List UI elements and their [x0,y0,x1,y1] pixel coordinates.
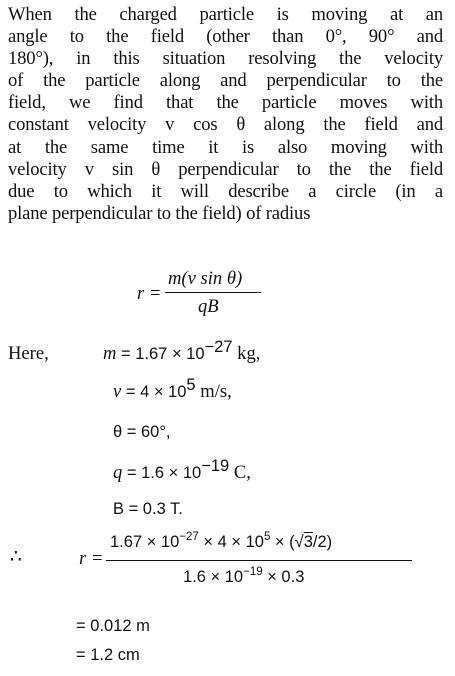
explanation-paragraph [8,4,443,225]
calculation-fraction-bar [106,560,412,561]
paragraph-line: angle to the field (other than 0°, 90° and [8,26,443,48]
paragraph-line: of the particle along and perpendicular to the [8,70,443,92]
paragraph-line: velocity v sin θ perpendicular to the the field [8,158,443,180]
paragraph-line: plane perpendicular to the field) of radius [8,202,311,224]
paragraph-line: constant velocity v cos θ along the field and [8,114,443,136]
result-meters: = 0.012 m [76,617,150,635]
mass-value: $m = 1.67 \times 10^{-27}$ kg, [103,338,261,364]
paragraph-line: 180°), in this situation resolving the velocity [8,48,443,70]
here-label: Here, [8,343,49,364]
paragraph-line: When the charged particle is moving at an [8,4,443,25]
radius-fraction-bar [165,292,261,293]
therefore-symbol: ∴ [10,546,22,567]
calculation-lhs: r = [79,548,104,569]
result-centimeters: = 1.2 cm [76,646,140,664]
radius-formula-numerator: m(v sin θ) [168,268,243,289]
paragraph-line: field, we find that the particle moves with [8,92,443,114]
paragraph-line: due to which it will describe a circle (in a [8,180,443,202]
charge-value: $q = 1.6 \times 10^{-19}$ C, [113,457,251,483]
radius-formula-lhs: r = [137,283,162,304]
radius-formula-denominator: qB [198,296,219,317]
calculation-numerator: $1.67 \times 10^{-27} \times 4 \times 10^5 \times (√3/2)$ [110,531,333,551]
angle-value: θ = 60°, [113,423,171,441]
velocity-value: $v = 4 \times 10^5$ m/s, [113,376,232,402]
paragraph-line: at the same time it is also moving with [8,136,443,158]
calculation-denominator: $1.6 \times 10^{-19} \times 0.3$ [183,566,305,586]
field-value: B = 0.3 T. [113,500,183,518]
